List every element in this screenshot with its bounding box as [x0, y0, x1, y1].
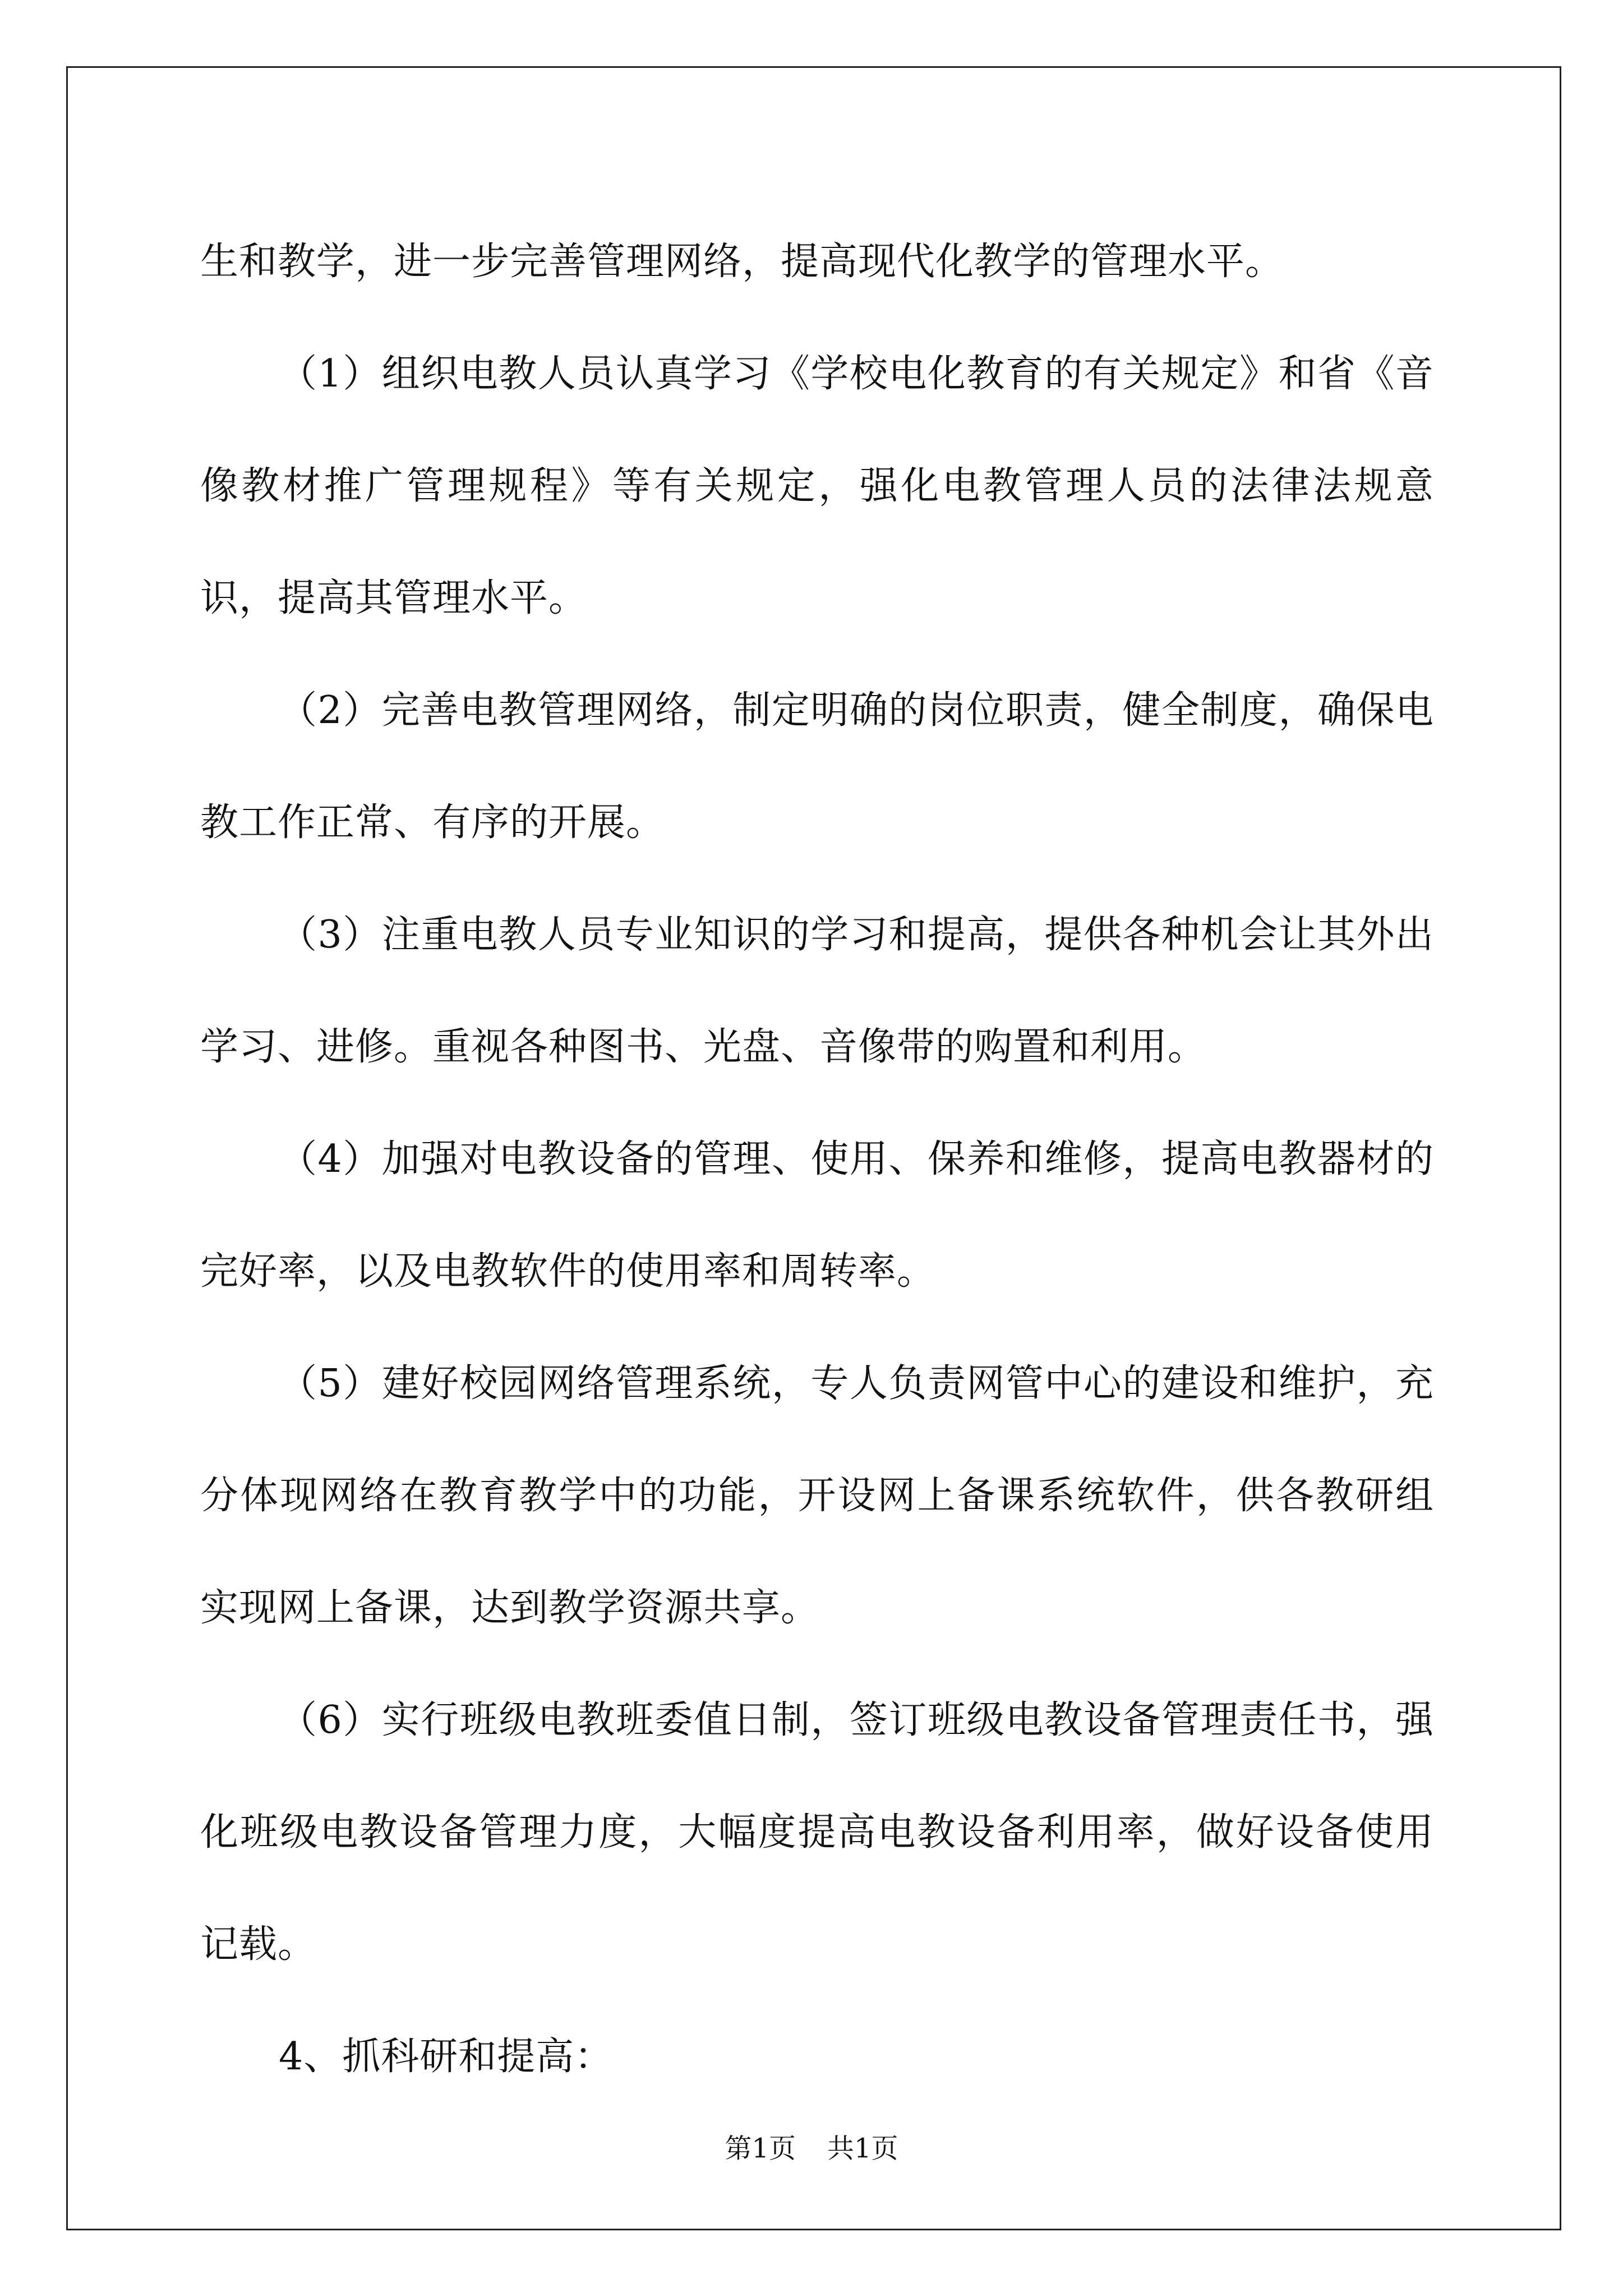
- paragraph-6: （5）建好校园网络管理系统，专人负责网管中心的建设和维护，充分体现网络在教育教学中的功能，开设网上备课系统软件，供各教研组实现网上备课，达到教学资源共享。: [200, 1361, 1434, 1630]
- paragraph-2: （1）组织电教人员认真学习《学校电化教育的有关规定》和省《音像教材推广管理规程》等有关规定，强化电教管理人员的法律法规意识，提高其管理水平。: [200, 352, 1434, 620]
- document-body: [200, 206, 1434, 2113]
- page-total: 共1页: [827, 2133, 898, 2164]
- paragraph-1: 生和教学，进一步完善管理网络，提高现代化教学的管理水平。: [200, 240, 1284, 284]
- paragraph-8: 4、抓科研和提高：: [279, 2035, 614, 2079]
- paragraph-5: （4）加强对电教设备的管理、使用、保养和维修，提高电教器材的完好率，以及电教软件的使用率和周转率。: [200, 1137, 1434, 1294]
- paragraph-7: （6）实行班级电教班委值日制，签订班级电教设备管理责任书，强化班级电教设备管理力度，大幅度提高电教设备利用率，做好设备使用记载。: [200, 1698, 1434, 1967]
- paragraph-4: （3）注重电教人员专业知识的学习和提高，提供各种机会让其外出学习、进修。重视各种图书、光盘、音像带的购置和利用。: [200, 913, 1434, 1069]
- paragraph-3: （2）完善电教管理网络，制定明确的岗位职责，健全制度，确保电教工作正常、有序的开展。: [200, 688, 1434, 845]
- page-footer: [0, 2132, 1623, 2165]
- page-number: 第1页: [725, 2133, 796, 2164]
